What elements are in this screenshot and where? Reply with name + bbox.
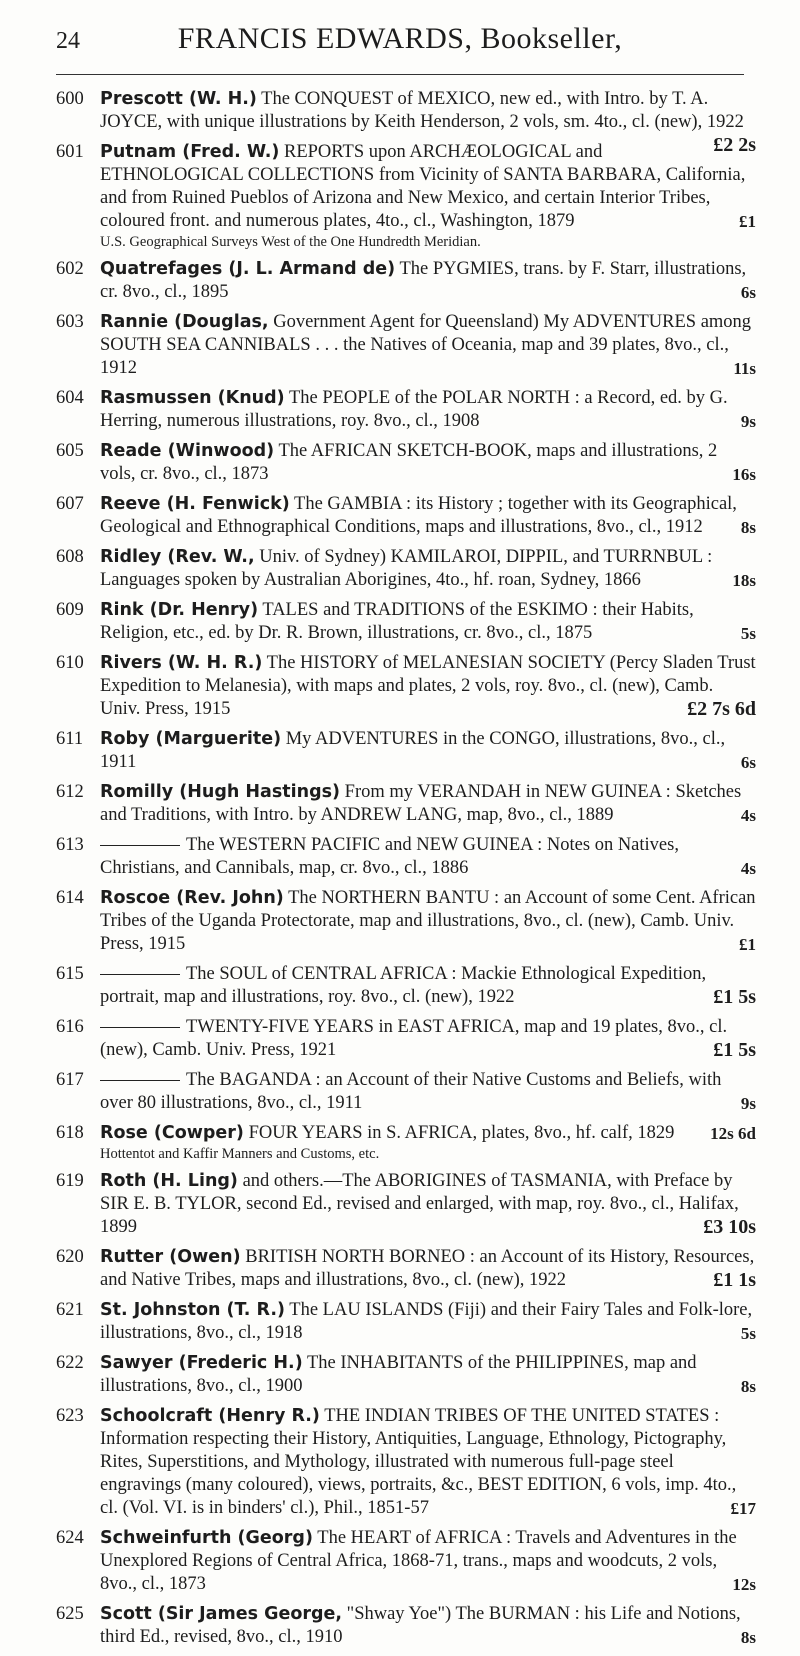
entry-description: The LAU ISLANDS (Fiji) and their Fairy Tales and Folk-lore, illustrations, 8vo., cl., 1918 [100, 1300, 753, 1343]
entry-price: 8s [740, 1377, 756, 1396]
catalogue-entry [56, 258, 756, 304]
entry-description: The AFRICAN SKETCH-BOOK, maps and illustrations, 2 vols, cr. 8vo., cl., 1873 [100, 441, 718, 484]
catalogue-entry [56, 1016, 756, 1062]
entry-author: Roscoe (Rev. John) [100, 888, 284, 908]
entry-author: Rivers (W. H. R.) [100, 653, 263, 673]
entry-price: £1 1s [713, 1269, 756, 1291]
catalogue-entry [56, 493, 756, 539]
catalogue-entry [56, 1527, 756, 1596]
entry-description: The SOUL of CENTRAL AFRICA : Mackie Ethnological Expedition, portrait, map and illustrations, roy. 8vo., cl. (new), 1922 [100, 964, 707, 1007]
entry-price: £1 5s [713, 986, 756, 1008]
entry-price: 11s [733, 359, 756, 378]
catalogue-entry [56, 834, 756, 880]
entry-description: The HISTORY of MELANESIAN SOCIETY (Percy Sladen Trust Expedition to Melanesia), with maps and plates, 2 vols, roy. 8vo., cl. (new), Camb. Univ. Press, 1915 [100, 653, 756, 719]
entry-description: BRITISH NORTH BORNEO : an Account of its History, Resources, and Native Tribes, maps and illustrations, 8vo., cl. (new), 1922 [100, 1247, 755, 1290]
entry-author: Roth (H. Ling) [100, 1171, 238, 1191]
entry-note: Hottentot and Kaffir Manners and Customs, etc. [100, 1146, 380, 1162]
entry-number: 614 [56, 888, 84, 908]
entry-price: 9s [740, 1094, 756, 1113]
entry-price: 5s [740, 1324, 756, 1343]
page-number: 24 [56, 28, 80, 54]
entry-author: St. Johnston (T. R.) [100, 1300, 285, 1320]
entry-price: 16s [732, 465, 756, 484]
catalogue-entry [56, 1603, 756, 1649]
entry-number: 600 [56, 89, 84, 109]
entry-number: 625 [56, 1604, 84, 1624]
catalogue-entry [56, 1246, 756, 1292]
entry-number: 624 [56, 1528, 84, 1548]
entry-author: Rose (Cowper) [100, 1123, 244, 1143]
entry-description: Univ. of Sydney) KAMILAROI, DIPPIL, and TURRNBUL : Languages spoken by Australian Aborigines, 4to., hf. roan, Sydney, 1866 [100, 547, 713, 590]
entry-author: Ridley (Rev. W., [100, 547, 255, 567]
entry-price: 18s [732, 571, 756, 590]
catalogue-entry [56, 1299, 756, 1345]
catalogue-entry [56, 311, 756, 380]
entry-price: £1 [739, 935, 756, 954]
entry-price: 4s [740, 859, 756, 878]
catalogue-entry [56, 440, 756, 486]
entry-number: 615 [56, 964, 84, 984]
entry-number: 608 [56, 547, 84, 567]
entry-description: The PEOPLE of the POLAR NORTH : a Record, ed. by G. Herring, numerous illustrations, roy. 8vo., cl., 1908 [100, 388, 728, 431]
entry-author: Rink (Dr. Henry) [100, 600, 259, 620]
entry-price: 12s 6d [710, 1124, 756, 1143]
entry-number: 616 [56, 1017, 84, 1037]
ditto-dash [100, 1027, 180, 1028]
entry-number: 621 [56, 1300, 84, 1320]
catalogue-entry [56, 599, 756, 645]
entry-author: Reade (Winwood) [100, 441, 275, 461]
entry-description: The WESTERN PACIFIC and NEW GUINEA : Notes on Natives, Christians, and Cannibals, map, cr. 8vo., cl., 1886 [100, 835, 679, 878]
entry-price: 9s [740, 412, 756, 431]
ditto-dash [100, 974, 180, 975]
entry-number: 622 [56, 1353, 84, 1373]
entry-author: Scott (Sir James George, [100, 1604, 343, 1624]
entry-description: The HEART of AFRICA : Travels and Adventures in the Unexplored Regions of Central Africa, 1868-71, trans., maps and woodcuts, 2 vols, 8vo., cl., 1873 [100, 1528, 737, 1594]
entry-price: £1 [739, 212, 756, 231]
entry-author: Quatrefages (J. L. Armand de) [100, 259, 396, 279]
catalogue-entry [56, 1069, 756, 1115]
entry-number: 611 [56, 729, 84, 749]
catalogue-entry [56, 781, 756, 827]
catalogue-entry [56, 1170, 756, 1239]
catalogue-entry [56, 728, 756, 774]
entry-author: Reeve (H. Fenwick) [100, 494, 290, 514]
catalogue-list [56, 88, 756, 1656]
entry-author: Prescott (W. H.) [100, 89, 257, 109]
entry-description: The PYGMIES, trans. by F. Starr, illustrations, cr. 8vo., cl., 1895 [100, 259, 747, 302]
entry-author: Rutter (Owen) [100, 1247, 241, 1267]
entry-description: and others.—The ABORIGINES of TASMANIA, with Preface by SIR E. B. TYLOR, second Ed., revised and enlarged, with map, roy. 8vo., cl., Halifax, 1899 [100, 1171, 739, 1237]
entry-description: From my VERANDAH in NEW GUINEA : Sketches and Traditions, with Intro. by ANDREW LANG, map, 8vo., cl., 1889 [100, 782, 742, 825]
entry-description: My ADVENTURES in the CONGO, illustrations, 8vo., cl., 1911 [100, 729, 726, 772]
entry-author: Rannie (Douglas, [100, 312, 269, 332]
entry-price: 5s [740, 624, 756, 643]
entry-number: 620 [56, 1247, 84, 1267]
entry-description: REPORTS upon ARCHÆOLOGICAL and ETHNOLOGICAL COLLECTIONS from Vicinity of SANTA BARBARA, California, and from Ruined Pueblos of Arizona and New Mexico, and certain Interior Tribes, coloured front. and numerous plates, 4to., cl., Washington, 1879 [100, 142, 746, 231]
entry-price: £1 5s [713, 1039, 756, 1061]
entry-price: 12s [732, 1575, 756, 1594]
catalogue-entry [56, 387, 756, 433]
entry-number: 623 [56, 1406, 84, 1426]
catalogue-entry [56, 1352, 756, 1398]
catalogue-entry [56, 963, 756, 1009]
entry-author: Schweinfurth (Georg) [100, 1528, 313, 1548]
entry-price: 6s [740, 753, 756, 772]
entry-price: 8s [740, 1628, 756, 1647]
entry-number: 612 [56, 782, 84, 802]
entry-number: 609 [56, 600, 84, 620]
entry-author: Rasmussen (Knud) [100, 388, 285, 408]
catalogue-entry [56, 546, 756, 592]
page-header [56, 22, 744, 62]
entry-price: 4s [740, 806, 756, 825]
entry-number: 604 [56, 388, 84, 408]
entry-author: Schoolcraft (Henry R.) [100, 1406, 320, 1426]
entry-number: 607 [56, 494, 84, 514]
catalogue-entry [56, 652, 756, 721]
entry-price: £17 [730, 1499, 756, 1518]
entry-author: Romilly (Hugh Hastings) [100, 782, 341, 802]
entry-price: £3 10s [703, 1216, 756, 1238]
entry-price: £2 7s 6d [687, 698, 756, 720]
entry-description: FOUR YEARS in S. AFRICA, plates, 8vo., hf. calf, 1829 [248, 1123, 675, 1143]
entry-number: 617 [56, 1070, 84, 1090]
ditto-dash [100, 845, 180, 846]
entry-number: 610 [56, 653, 84, 673]
entry-description: The GAMBIA : its History ; together with its Geographical, Geological and Ethnographical Conditions, maps and illustrations, 8vo., cl., 1912 [100, 494, 737, 537]
entry-description: The BAGANDA : an Account of their Native Customs and Beliefs, with over 80 illustrations, 8vo., cl., 1911 [100, 1070, 722, 1113]
entry-author: Putnam (Fred. W.) [100, 142, 280, 162]
entry-price: £2 2s [713, 134, 756, 156]
entry-author: Roby (Marguerite) [100, 729, 282, 749]
entry-note: U.S. Geographical Surveys West of the One Hundredth Meridian. [100, 234, 481, 250]
running-head: FRANCIS EDWARDS, Bookseller, [177, 22, 623, 55]
entry-description: THE INDIAN TRIBES OF THE UNITED STATES : Information respecting their History, Antiquities, Language, Ethnology, Pictography, Rites, Superstitions, and Mythology, illustrated with numerous full-page steel engravings (many coloured), views, portraits, &c., BEST EDITION, 6 vols, imp. 4to., cl. (Vol. VI. is in binders' cl.), Phil., 1851-57 [100, 1406, 737, 1518]
catalogue-entry [56, 1122, 756, 1163]
entry-description: The NORTHERN BANTU : an Account of some Cent. African Tribes of the Uganda Protectorate, map and illustrations, 8vo., cl. (new), Camb. Univ. Press, 1915 [100, 888, 756, 954]
entry-number: 601 [56, 142, 84, 162]
entry-number: 613 [56, 835, 84, 855]
ditto-dash [100, 1080, 180, 1081]
header-rule [56, 74, 744, 75]
catalogue-entry [56, 1405, 756, 1520]
entry-description: "Shway Yoe") The BURMAN : his Life and Notions, third Ed., revised, 8vo., cl., 1910 [100, 1604, 741, 1647]
catalogue-entry [56, 141, 756, 251]
entry-description: The CONQUEST of MEXICO, new ed., with Intro. by T. A. JOYCE, with unique illustrations by Keith Henderson, 2 vols, sm. 4to., cl. (new), 1922 [100, 89, 744, 132]
entry-description: The INHABITANTS of the PHILIPPINES, map and illustrations, 8vo., cl., 1900 [100, 1353, 697, 1396]
entry-description: TALES and TRADITIONS of the ESKIMO : their Habits, Religion, etc., ed. by Dr. R. Brown, illustrations, cr. 8vo., cl., 1875 [100, 600, 694, 643]
entry-description: TWENTY-FIVE YEARS in EAST AFRICA, map and 19 plates, 8vo., cl. (new), Camb. Univ. Press, 1921 [100, 1017, 728, 1060]
entry-number: 602 [56, 259, 84, 279]
entry-description: Government Agent for Queensland) My ADVENTURES among SOUTH SEA CANNIBALS . . . the Natives of Oceania, map and 39 plates, 8vo., cl., 1912 [100, 312, 752, 378]
entry-price: 6s [740, 283, 756, 302]
entry-number: 618 [56, 1123, 84, 1143]
entry-price: 8s [740, 518, 756, 537]
entry-number: 605 [56, 441, 84, 461]
entry-number: 603 [56, 312, 84, 332]
catalogue-entry [56, 887, 756, 956]
entry-number: 619 [56, 1171, 84, 1191]
entry-author: Sawyer (Frederic H.) [100, 1353, 303, 1373]
